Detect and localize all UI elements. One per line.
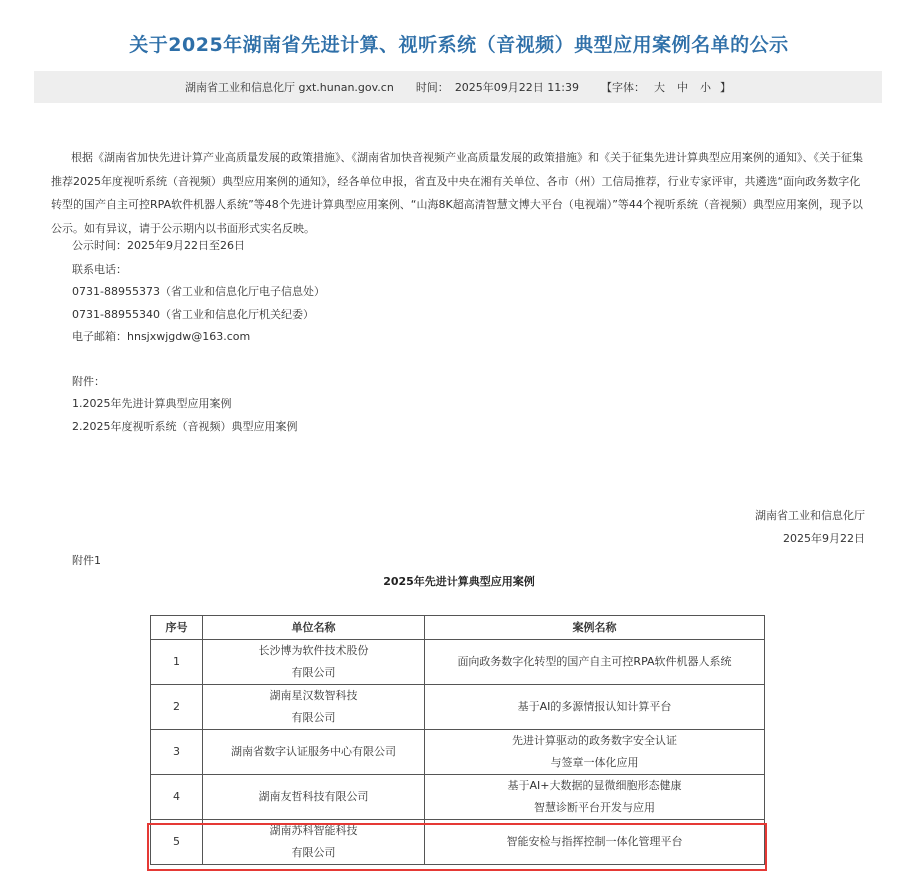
unit-line-1: 湖南苏科智能科技 — [269, 824, 358, 837]
cell-unit — [203, 820, 425, 865]
annex-label: 附件1 — [72, 554, 101, 567]
case-line-1: 智能安检与指挥控制一体化管理平台 — [506, 835, 683, 848]
cell-case — [425, 775, 765, 820]
cell-case — [425, 685, 765, 730]
table-row — [151, 730, 765, 775]
unit-line-2: 有限公司 — [291, 846, 336, 859]
intro-paragraph: 根据《湖南省加快先进计算产业高质量发展的政策措施》、《湖南省加快音视频产业高质量发展的政策措施》和《关于征集先进计算典型应用案例的通知》、《关于征集推荐2025年度视听系统（音视频）典型应用案例的通知》，经各单位申报，省直及中央在湘有关单位、各市（州）工信局推荐，行业专家评审，共遴选“面向政务数字化转型的国产自主可控RPA软件机器人系统”等48个先进计算典型应用案例、“山海8K超高清智慧文博大平台（电视端）”等44个视听系统（音视频）典型应用案例，现予以公示。如有异议，请于公示期内以书面形式实名反映。 — [51, 151, 863, 235]
cell-no: 3 — [151, 730, 203, 775]
contact-phone-label: 联系电话： — [72, 263, 127, 276]
article-meta-bar — [34, 71, 882, 103]
font-size-large-link[interactable]: 大 — [654, 81, 665, 94]
cases-table — [150, 615, 765, 865]
signature-org: 湖南省工业和信息化厅 — [755, 509, 865, 522]
unit-line-1: 湖南省数字认证服务中心有限公司 — [231, 745, 396, 758]
header-unit: 单位名称 — [203, 616, 425, 640]
unit-line-2: 有限公司 — [291, 711, 336, 724]
cell-unit — [203, 775, 425, 820]
table-row — [151, 640, 765, 685]
cell-case — [425, 640, 765, 685]
case-line-1: 基于AI的多源情报认知计算平台 — [517, 700, 672, 713]
case-line-1: 基于AI+大数据的显微细胞形态健康 — [507, 779, 682, 792]
cell-unit — [203, 730, 425, 775]
cell-unit — [203, 685, 425, 730]
table-header-row — [151, 616, 765, 640]
attachment-link-1[interactable]: 1.2025年先进计算典型应用案例 — [72, 397, 232, 410]
case-line-2: 与签章一体化应用 — [550, 756, 639, 769]
unit-line-1: 长沙博为软件技术股份 — [258, 644, 369, 657]
cell-case — [425, 730, 765, 775]
unit-line-1: 湖南友哲科技有限公司 — [258, 790, 369, 803]
attachment-link-2[interactable]: 2.2025年度视听系统（音视频）典型应用案例 — [72, 420, 298, 433]
contact-phone-1: 0731-88955373（省工业和信息化厅电子信息处） — [72, 285, 325, 298]
font-size-close: 】 — [720, 81, 731, 94]
meta-time-label: 时间： — [415, 81, 449, 94]
unit-line-1: 湖南星汉数智科技 — [269, 689, 358, 702]
attachments-label: 附件： — [72, 375, 105, 388]
font-size-open: 【字体： — [601, 81, 645, 94]
contact-email: 电子邮箱：hnsjxwjgdw@163.com — [72, 330, 251, 343]
cell-no: 5 — [151, 820, 203, 865]
table-row — [151, 685, 765, 730]
cell-no: 1 — [151, 640, 203, 685]
case-line-2: 智慧诊断平台开发与应用 — [534, 801, 655, 814]
cell-no: 2 — [151, 685, 203, 730]
unit-line-2: 有限公司 — [291, 666, 336, 679]
table-row — [151, 775, 765, 820]
table-title: 2025年先进计算典型应用案例 — [383, 575, 535, 588]
cell-no: 4 — [151, 775, 203, 820]
font-size-medium-link[interactable]: 中 — [677, 81, 688, 94]
meta-source: 湖南省工业和信息化厅 gxt.hunan.gov.cn — [185, 81, 394, 94]
table-row — [151, 820, 765, 865]
signature-date: 2025年9月22日 — [783, 532, 865, 545]
page-title: 关于2025年湖南省先进计算、视听系统（音视频）典型应用案例名单的公示 — [129, 34, 789, 56]
case-line-1: 先进计算驱动的政务数字安全认证 — [512, 734, 677, 747]
cell-case — [425, 820, 765, 865]
header-no: 序号 — [151, 616, 203, 640]
font-size-small-link[interactable]: 小 — [700, 81, 711, 94]
cell-unit — [203, 640, 425, 685]
case-line-1: 面向政务数字化转型的国产自主可控RPA软件机器人系统 — [457, 655, 732, 668]
contact-phone-2: 0731-88955340（省工业和信息化厅机关纪委） — [72, 308, 314, 321]
notice-period: 公示时间：2025年9月22日至26日 — [72, 239, 245, 252]
header-case: 案例名称 — [425, 616, 765, 640]
meta-time-value: 2025年09月22日 11:39 — [454, 81, 579, 94]
